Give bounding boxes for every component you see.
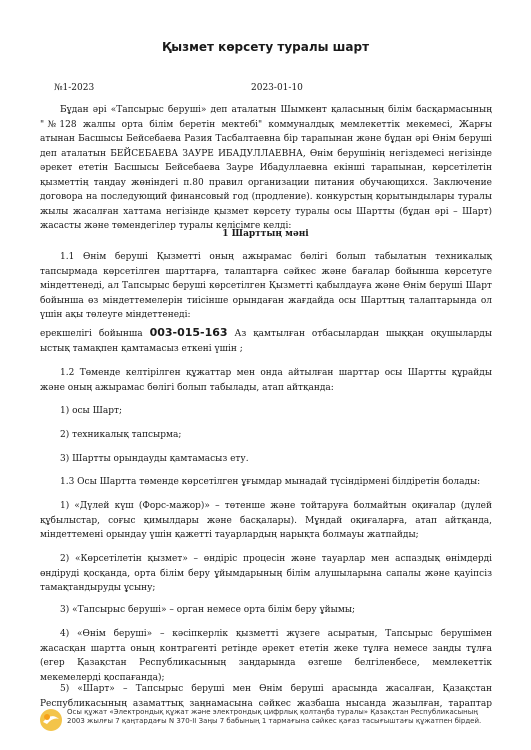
clause-1-1-block [40,250,492,323]
list-item-2-wrap [40,428,492,443]
definition-contract: 5) «Шарт» – Тапсырыс беруші мен Өнім беруші арасында жасалған, Қазақстан Республикасының азаматтық заңнамасына сәйкес жазбаша нысанда жазылған, тараптар [40,684,492,709]
definition-1-block [40,499,492,543]
preamble-block [40,103,492,234]
definition-4-block [40,627,492,685]
clause-1-2-block [40,366,492,395]
specification-paragraph [40,326,492,356]
clause-1-3-block [40,475,492,490]
definition-service: 2) «Көрсетілетін қызмет» – өндіріс процесін және тауарлар мен аспаздық өнімдерді өндіруді қосқанда, орта білім беру ұйымдарының білім алушыларына сапалы және қауіпсіз тамақтандыруды ұсыну; [40,554,492,593]
preamble-paragraph: Бұдан әрі «Тапсырыс беруші» деп аталатын Шымкент қаласының білім басқармасының "№128 жалпы орта білім беретін мектебі" коммуналдық мемлекеттік мекемесі, Жарғы атынан Басшысы Бейсебаева Разия Тасбалтаевна бір тарапынан және бұдан әрі Өнім беруші деп аталатын БЕЙСЕБАЕВА ЗАУРЕ ИБАДУЛЛАЕВНА, Өнім берушінің негіздемесі негізінде әрекет ететін Басшысы Бейсебаева Зауре Ибадуллаевна екінші тарапынан, көрсетілетін қызметтің таңдау жөніндегі п.80 правил организации питания обучающихся. Заключение договора на последующий финансовый год (продление). конкурстың қорытындылары туралы жылы жасалған хаттама негізінде қызмет көрсету туралы осы Шартты (бұдан әрі – Шарт) жасасты және төмендегілер туралы келісімге келді: [40,105,492,231]
clause-1-3: 1.3 Осы Шартта төменде көрсетілген ұғымдар мынадай түсіндірмені білдіретін болады: [60,477,481,487]
list-item-1-wrap [40,404,492,419]
definition-force-majeure: 1) «Дүлей күш (Форс-мажор)» – төтенше және тойтаруға болмайтын оқиғалар (дүлей құбылыстар, соғыс қимылдары және басқалары). Мұндай оқиғаларға, атап айтқанда, міндеттемені орындау үшін қажетті тауарлардың нарықта болмауы жатпайды; [40,501,492,540]
clause-1-2: 1.2 Төменде келтірілген құжаттар мен онда айтылған шарттар осы Шартты құрайды және оның ажырамас бөлігі болып табылады, атап айтқанда: [40,368,492,393]
list-item: 3) Шартты орындауды қамтамасыз ету. [60,454,249,464]
definition-supplier: 4) «Өнім беруші» – кәсіпкерлік қызметті жүзеге асыратын, Тапсырыс берушімен жасасқан шартта оның контрагенті ретінде әрекет ететін жеке тұлға немесе заңды тұлға (егер Қазақстан Республикасының заңдарында өзгеше белгіленбесе, мемлекеттік мекемелерді қоспағанда); [40,629,492,683]
document-title: Қызмет көрсету туралы шарт [161,40,370,54]
clause-1-1: 1.1 Өнім беруші Қызметті оның ажырамас бөлігі болып табылатын техникалық тапсырмада көрсетілген шарттарға, талаптарға сәйкес және бағалар бойынша көрсетуге міндеттенеді, ал Тапсырыс беруші көрсетілген Қызметті қабылдауға және Өнім беруші Шарт бойынша өз міндеттемелерін тиісінше орындаған жағдайда осы Шарттың талаптарында ол үшін ақы төлеуге міндеттенеді: [40,252,492,320]
footer-notice: Осы құжат «Электрондық құжат және электрондық цифрлық қолтаңба туралы» Қазақстан Республикасының 2003 жылғы 7 қаңтардағы N 370-II Заңы 7 бабының 1 тармағына сәйкес қағаз тасығыштағы құжатпен бірдей. [67,708,482,725]
specification-block [40,326,492,356]
definition-3-block [40,603,492,618]
specification-prefix: ерекшелігі бойынша [40,329,150,339]
definition-customer: 3) «Тапсырыс беруші» – орган немесе орта білім беру ұйымы; [60,605,356,615]
specification-code: 003-015-163 [149,326,228,339]
list-item-3-wrap [40,452,492,467]
section-1-title: 1 Шарттың мәні [222,229,309,239]
list-item: 2) техникалық тапсырма; [60,430,182,440]
document-date: 2023-01-10 [251,83,303,93]
e-document-logo-icon [38,707,64,733]
document-number: №1-2023 [54,83,95,93]
list-item: 1) осы Шарт; [60,406,122,416]
definition-2-block [40,552,492,596]
specification-text: Аз қамтылған отбасылардан шыққан оқушыларды ыстық тамақпен қамтамасыз еткені үшін ; [40,329,493,354]
